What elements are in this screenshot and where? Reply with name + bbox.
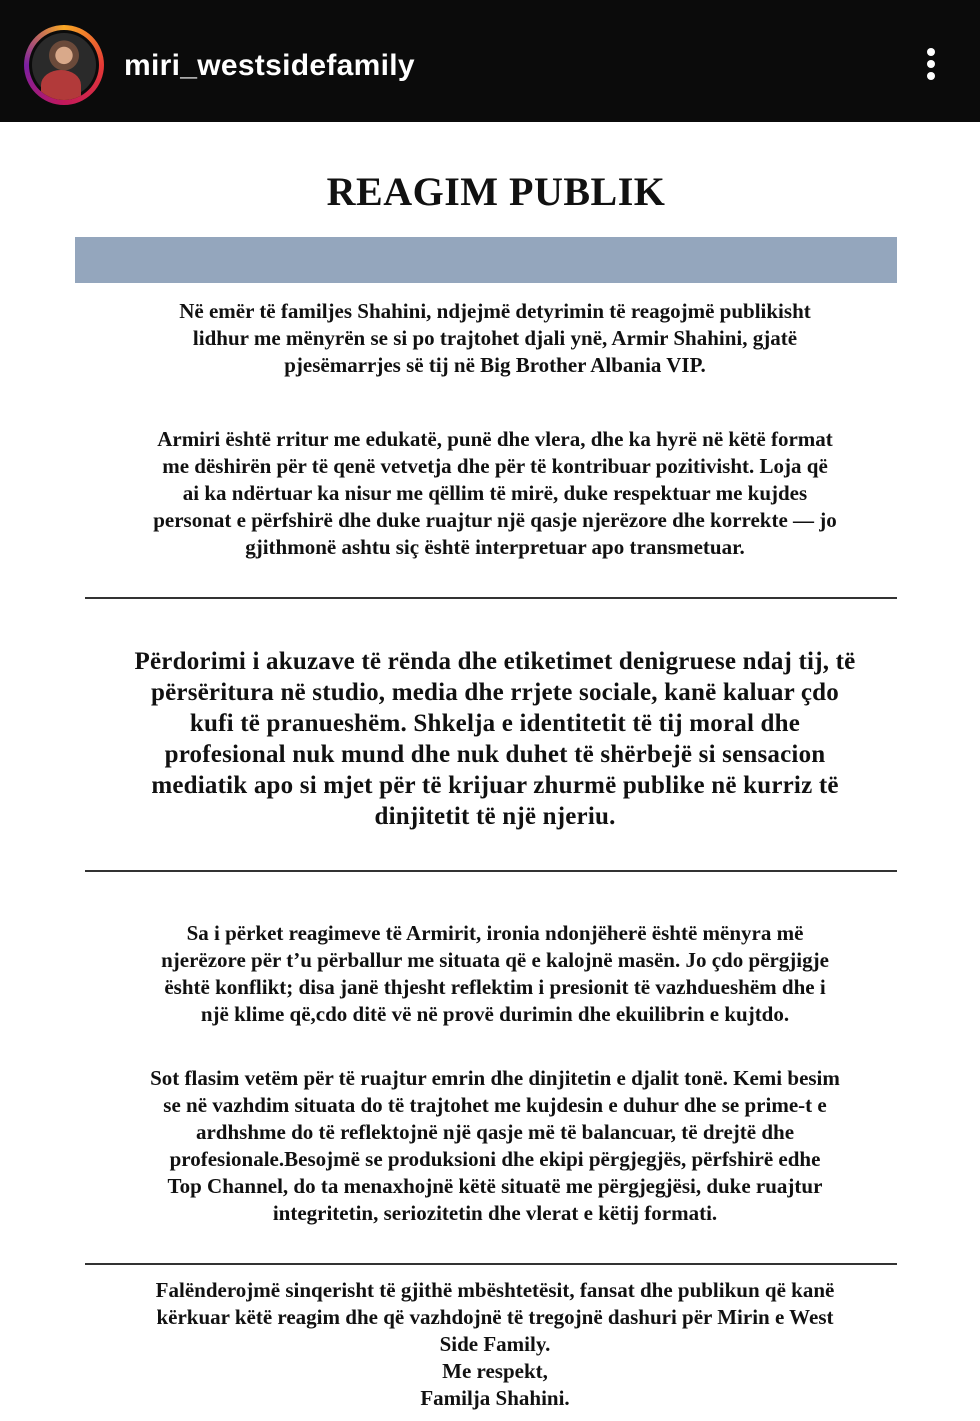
text-line: është konflikt; disa janë thjesht reflektim i presionit të vazhdueshëm dhe i bbox=[164, 975, 826, 999]
text-line: Armiri është rritur me edukatë, punë dhe vlera, dhe ka hyrë në këtë format bbox=[157, 427, 833, 451]
divider bbox=[85, 1263, 897, 1265]
text-line: Top Channel, do ta menaxhojnë këtë situatë me përgjegjësi, duke ruajtur bbox=[167, 1174, 823, 1198]
username-link[interactable]: miri_westsidefamily bbox=[124, 49, 415, 82]
paragraph-intro bbox=[70, 298, 920, 379]
text-line: gjithmonë ashtu siç është interpretuar apo transmetuar. bbox=[245, 535, 745, 559]
paragraph-background bbox=[70, 426, 920, 561]
post-header bbox=[0, 0, 980, 122]
header-band bbox=[75, 237, 897, 283]
text-line: Me respekt, bbox=[442, 1359, 548, 1383]
text-line: integritetin, seriozitetin dhe vlerat e këtij formati. bbox=[272, 1201, 718, 1225]
paragraph-reactions bbox=[70, 920, 920, 1028]
paragraph-thanks bbox=[70, 1277, 920, 1412]
text-line: profesionale.Besojmë se produksioni dhe ekipi përgjegjës, përfshirë edhe bbox=[169, 1147, 821, 1171]
text-line: lidhur me mënyrën se si po trajtohet djali ynë, Armir Shahini, gjatë bbox=[192, 326, 798, 350]
text-line: një klime që,cdo ditë vë në provë durimin dhe ekuilibrin e kujtdo. bbox=[200, 1002, 790, 1026]
text-line: Sa i përket reagimeve të Armirit, ironia ndonjëherë është mënyra më bbox=[186, 921, 804, 945]
text-line: dinjitetit të një njeriu. bbox=[374, 803, 616, 830]
avatar-photo bbox=[29, 30, 99, 100]
text-line: me dëshirën për të qenë vetvetja dhe për të kontribuar pozitivisht. Loja që bbox=[162, 454, 828, 478]
text-line: përsëritura në studio, media dhe rrjete sociale, kanë kaluar çdo bbox=[151, 679, 839, 706]
avatar[interactable] bbox=[24, 25, 104, 105]
ellipsis-dot bbox=[927, 60, 935, 68]
text-line: pjesëmarrjes së tij në Big Brother Albania VIP. bbox=[284, 353, 706, 377]
text-line: mediatik apo si mjet për të krijuar zhurmë publike në kurriz të bbox=[151, 772, 839, 799]
text-line: njerëzore për t’u përballur me situata që e kalojnë masën. Jo çdo përgjigje bbox=[161, 948, 829, 972]
ellipsis-dot bbox=[927, 72, 935, 80]
text-line: Përdorimi i akuzave të rënda dhe etiketimet denigruese ndaj tij, të bbox=[134, 648, 856, 675]
divider bbox=[85, 597, 897, 599]
text-line: profesional nuk mund dhe nuk duhet të shërbejë si sensacion bbox=[164, 741, 826, 768]
ellipsis-dot bbox=[927, 48, 935, 56]
document-title: REAGIM PUBLIK bbox=[326, 169, 666, 214]
text-line: kërkuar këtë reagim dhe që vazhdojnë të tregojnë dashuri për Mirin e West bbox=[156, 1305, 834, 1329]
text-line: ardhshme do të reflektojnë një qasje më të balancuar, të drejtë dhe bbox=[195, 1120, 795, 1144]
text-line: Side Family. bbox=[439, 1332, 551, 1356]
divider bbox=[85, 870, 897, 872]
avatar-shirt bbox=[41, 70, 81, 100]
vertical-ellipsis-icon[interactable] bbox=[916, 44, 946, 84]
text-line: ai ka ndërtuar ka nisur me qëllim të mirë, duke respektuar me kujdes bbox=[182, 481, 808, 505]
text-line: Sot flasim vetëm për të ruajtur emrin dhe dinjitetin e djalit tonë. Kemi besim bbox=[150, 1066, 840, 1090]
paragraph-accusations bbox=[70, 646, 920, 832]
text-line: kufi të pranueshëm. Shkelja e identitetit të tij moral dhe bbox=[189, 710, 801, 737]
text-line: se në vazhdim situata do të trajtohet me kujdesin e duhur dhe se prime-t e bbox=[163, 1093, 827, 1117]
text-line: Familja Shahini. bbox=[420, 1386, 570, 1410]
text-line: personat e përfshirë dhe duke ruajtur një qasje njerëzore dhe korrekte — jo bbox=[153, 508, 837, 532]
text-line: Në emër të familjes Shahini, ndjejmë detyrimin të reagojmë publikisht bbox=[179, 299, 811, 323]
paragraph-dignity bbox=[70, 1065, 920, 1227]
text-line: Falënderojmë sinqerisht të gjithë mbështetësit, fansat dhe publikun që kanë bbox=[155, 1278, 835, 1302]
